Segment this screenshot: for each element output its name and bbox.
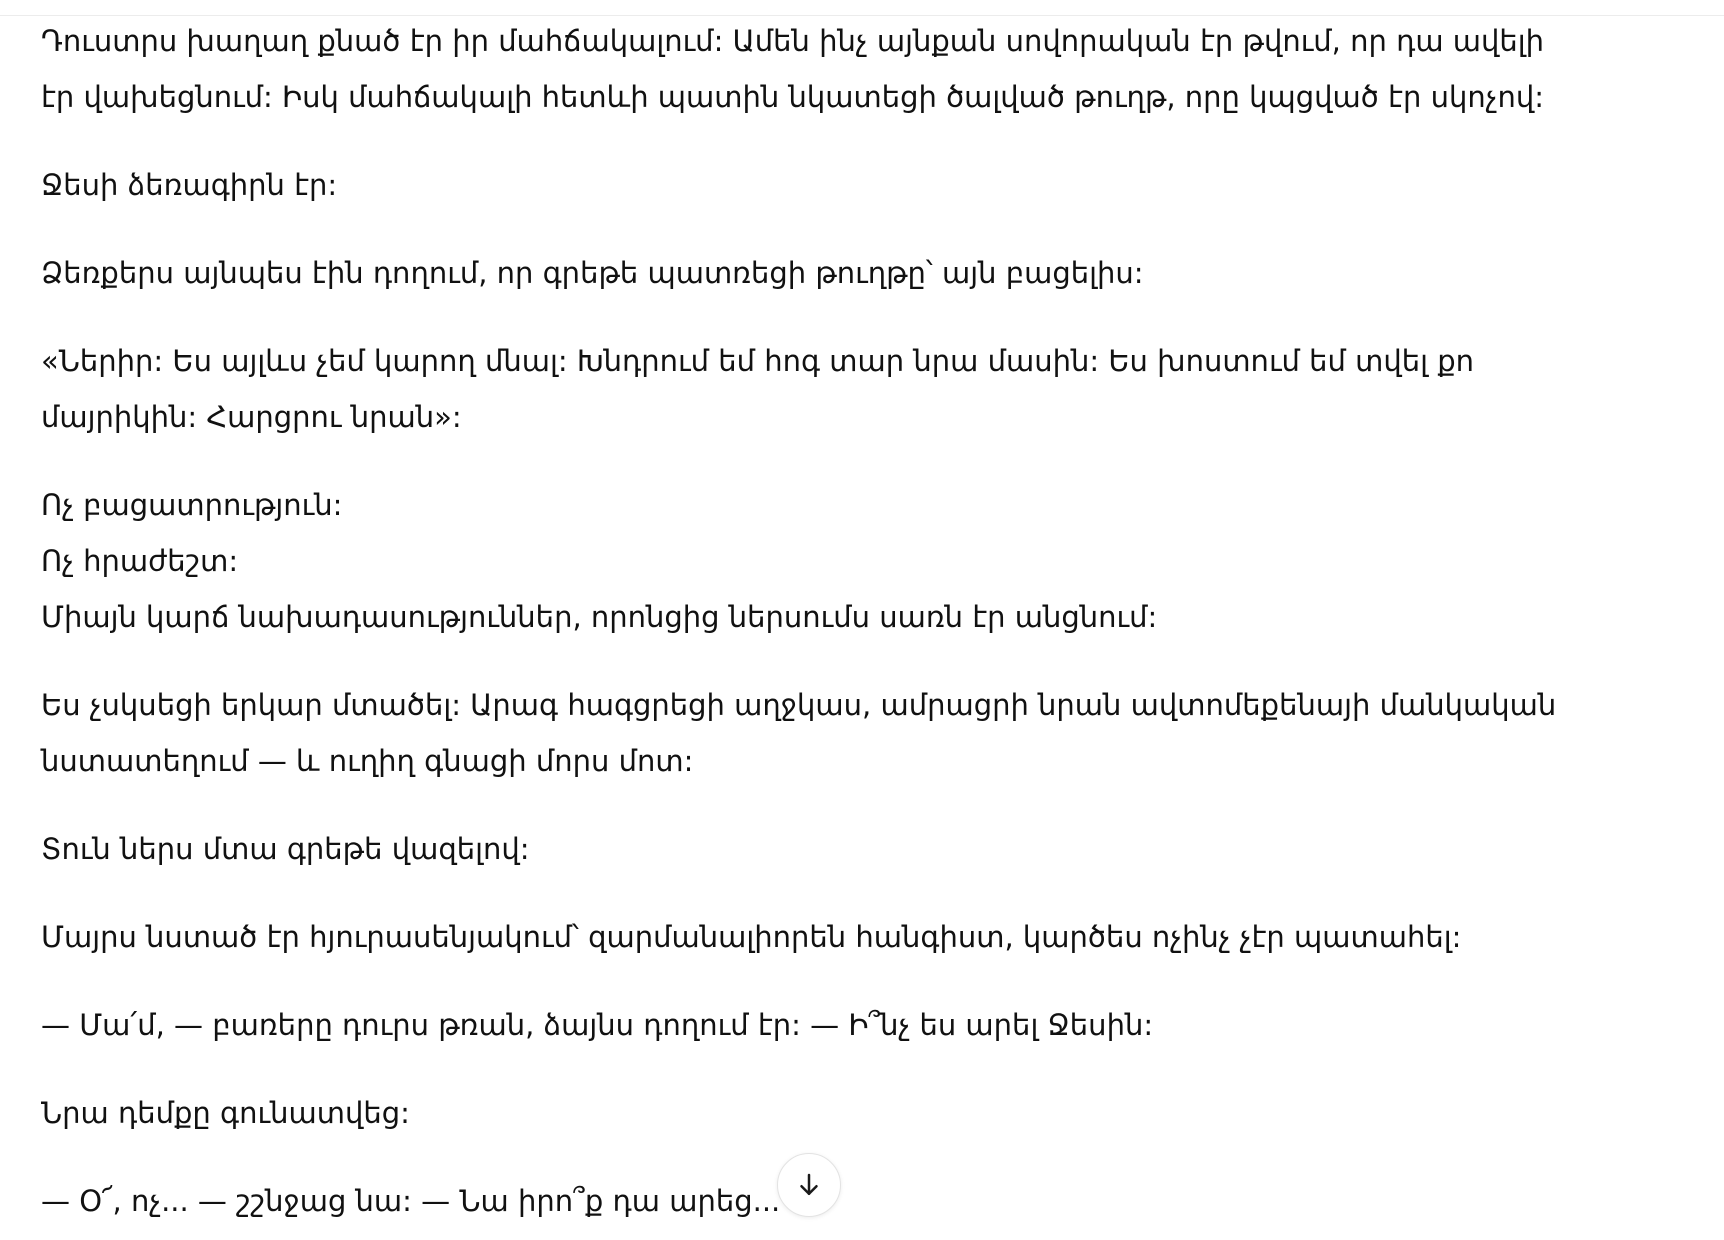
paragraph: «Ներիր: Ես այլևս չեմ կարող մնալ: Խնդրում եմ հոգ տար նրա մասին: Ես խոստում եմ տվել քո մայրիկին: Հարցրու նրան»:: [41, 344, 1475, 434]
paragraph-group: [41, 477, 1581, 645]
paragraph: Մայրս նստած էր հյուրասենյակում՝ զարմանալիորեն հանգիստ, կարծես ոչինչ չէր պատահել:: [41, 920, 1462, 954]
paragraph: — Մա՛մ, — բառերը դուրս թռան, ձայնս դողում էր: — Ի՞նչ ես արել Ջեսին:: [41, 1008, 1154, 1042]
paragraph-line: Միայն կարճ նախադասություններ, որոնցից ներսումս սառն էր անցնում:: [41, 600, 1158, 634]
paragraph: Տուն ներս մտա գրեթե վազելով:: [41, 832, 530, 866]
paragraph: Նրա դեմքը գունատվեց:: [41, 1096, 410, 1130]
arrow-down-icon: [794, 1170, 824, 1200]
paragraph: Ձեռքերս այնպես էին դողում, որ գրեթե պատռեցի թուղթը՝ այն բացելիս:: [41, 256, 1144, 290]
scroll-to-bottom-button[interactable]: [777, 1153, 841, 1217]
paragraph: Ջեսի ձեռագիրն էր:: [41, 168, 338, 202]
paragraph-line: Ոչ բացատրություն:: [41, 488, 343, 522]
paragraph: — Օ՜, ոչ... — շշնջաց նա: — Նա իրո՞ք դա արեց...: [41, 1184, 781, 1218]
paragraph: Դուստրս խաղաղ քնած էր իր մահճակալում: Ամեն ինչ այնքան սովորական էր թվում, որ դա ավելի էր վախեցնում: Իսկ մահճակալի հետևի պատին նկատեցի ծալված թուղթ, որը կպցված էր սկոչով:: [41, 24, 1545, 114]
paragraph: Ես չսկսեցի երկար մտածել: Արագ հագցրեցի աղջկաս, ամրացրի նրան ավտոմեքենայի մանկական նստատեղում — և ուղիղ գնացի մորս մոտ:: [41, 688, 1557, 778]
paragraph-line: Ոչ հրաժեշտ:: [41, 544, 239, 578]
message-content: [41, 13, 1581, 1240]
